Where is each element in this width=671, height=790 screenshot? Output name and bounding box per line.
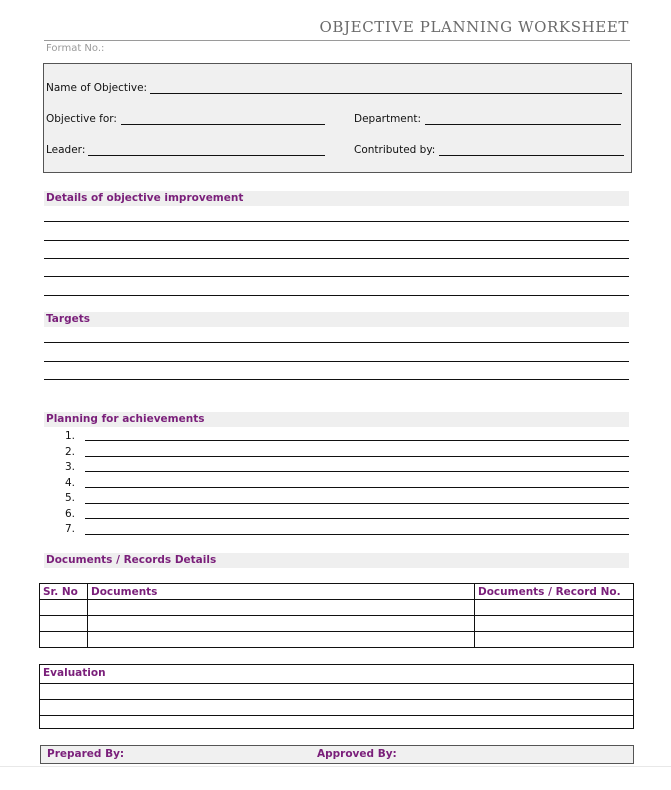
planning-item-number: 5.: [64, 492, 75, 504]
leader-label: Leader:: [46, 144, 86, 156]
documents-table: [39, 583, 634, 648]
planning-item-number: 2.: [64, 446, 75, 458]
contributed-by-label: Contributed by:: [354, 144, 436, 156]
planning-item-number: 4.: [64, 477, 75, 489]
column-header-documents: Documents: [88, 584, 475, 600]
planning-item-line[interactable]: [85, 440, 629, 441]
department-field[interactable]: [425, 124, 621, 125]
planning-item-line[interactable]: [85, 487, 629, 488]
table-row: [40, 616, 634, 632]
targets-line[interactable]: [44, 379, 629, 380]
evaluation-row[interactable]: [40, 700, 633, 716]
details-section-heading: Details of objective improvement: [44, 191, 629, 206]
documents-section-heading: Documents / Records Details: [44, 553, 629, 568]
planning-item-line[interactable]: [85, 456, 629, 457]
table-cell[interactable]: [88, 616, 475, 632]
planning-item-line[interactable]: [85, 471, 629, 472]
planning-item-line[interactable]: [85, 518, 629, 519]
name-of-objective-field[interactable]: [150, 93, 622, 94]
leader-field[interactable]: [88, 155, 325, 156]
title-divider: [44, 40, 630, 41]
table-cell[interactable]: [475, 616, 634, 632]
details-line[interactable]: [44, 276, 629, 277]
column-header-record-no: Documents / Record No.: [475, 584, 634, 600]
table-row: [40, 600, 634, 616]
planning-item-line[interactable]: [85, 503, 629, 504]
targets-section-heading: Targets: [44, 312, 629, 327]
contributed-by-field[interactable]: [439, 155, 624, 156]
planning-item-number: 1.: [64, 430, 75, 442]
table-cell[interactable]: [40, 632, 88, 648]
planning-item-line[interactable]: [85, 534, 629, 535]
planning-item-number: 6.: [64, 508, 75, 520]
table-cell[interactable]: [40, 616, 88, 632]
planning-item-number: 7.: [64, 523, 75, 535]
details-line[interactable]: [44, 221, 629, 222]
objective-info-box: [43, 63, 632, 173]
evaluation-row[interactable]: [40, 716, 633, 731]
targets-line[interactable]: [44, 361, 629, 362]
format-number-label: Format No.:: [46, 43, 105, 54]
table-cell[interactable]: [40, 600, 88, 616]
planning-item-number: 3.: [64, 461, 75, 473]
department-label: Department:: [354, 113, 422, 125]
prepared-by-label: Prepared By:: [47, 748, 125, 760]
targets-line[interactable]: [44, 342, 629, 343]
name-of-objective-label: Name of Objective:: [46, 82, 148, 94]
table-cell[interactable]: [475, 600, 634, 616]
page-bottom-divider: [0, 766, 671, 767]
signoff-box: [40, 745, 634, 764]
evaluation-box: [39, 664, 634, 729]
details-line[interactable]: [44, 258, 629, 259]
table-cell[interactable]: [88, 632, 475, 648]
approved-by-label: Approved By:: [317, 748, 397, 760]
table-row: [40, 632, 634, 648]
table-cell[interactable]: [88, 600, 475, 616]
column-header-sr-no: Sr. No: [40, 584, 88, 600]
planning-section-heading: Planning for achievements: [44, 412, 629, 427]
table-cell[interactable]: [475, 632, 634, 648]
details-line[interactable]: [44, 295, 629, 296]
table-header-row: [40, 584, 634, 600]
details-line[interactable]: [44, 240, 629, 241]
evaluation-row[interactable]: [40, 684, 633, 700]
evaluation-heading: Evaluation: [40, 665, 633, 684]
page-title: OBJECTIVE PLANNING WORKSHEET: [319, 18, 629, 36]
objective-for-label: Objective for:: [46, 113, 117, 125]
objective-for-field[interactable]: [121, 124, 325, 125]
